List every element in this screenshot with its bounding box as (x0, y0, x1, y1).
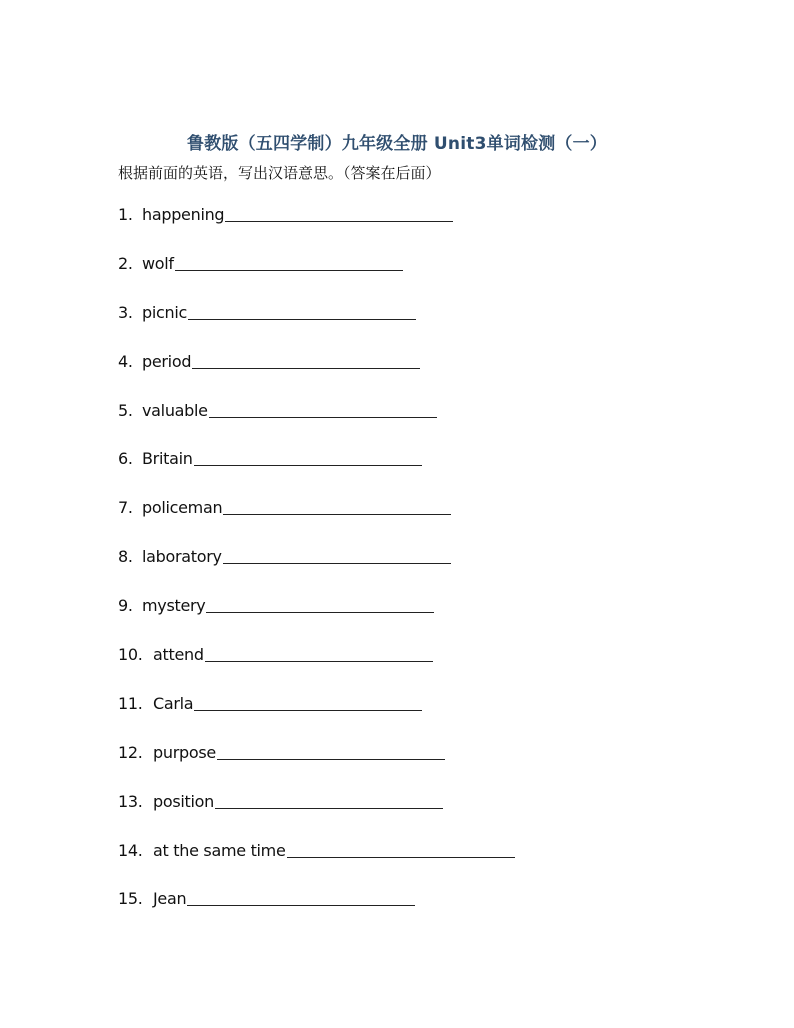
item-number: 13. (118, 791, 143, 811)
item-number: 2. (118, 253, 133, 273)
answer-blank[interactable] (205, 660, 433, 662)
list-item (118, 645, 515, 694)
item-word: position (153, 791, 214, 811)
list-item (118, 792, 515, 841)
list-item (118, 352, 515, 401)
list-item (118, 694, 515, 743)
answer-blank[interactable] (192, 367, 420, 369)
item-number: 3. (118, 302, 133, 322)
answer-blank[interactable] (223, 513, 451, 515)
item-word: valuable (142, 400, 208, 420)
list-item (118, 498, 515, 547)
vocabulary-list (118, 205, 515, 938)
list-item (118, 303, 515, 352)
item-number: 10. (118, 645, 143, 665)
item-word: Carla (153, 693, 194, 713)
answer-blank[interactable] (223, 562, 451, 564)
item-number: 6. (118, 449, 133, 469)
answer-blank[interactable] (225, 220, 453, 222)
answer-blank[interactable] (188, 318, 416, 320)
answer-blank[interactable] (175, 269, 403, 271)
item-number: 1. (118, 205, 133, 224)
answer-blank[interactable] (217, 758, 445, 760)
item-word: happening (142, 205, 225, 224)
item-word: policeman (142, 498, 223, 518)
item-number: 7. (118, 498, 133, 518)
answer-blank[interactable] (187, 904, 415, 906)
list-item (118, 254, 515, 303)
list-item (118, 547, 515, 596)
list-item (118, 205, 515, 254)
list-item (118, 743, 515, 792)
page-title: 鲁教版（五四学制）九年级全册 Unit3单词检测（一） (186, 134, 607, 154)
item-word: picnic (142, 302, 187, 322)
answer-blank[interactable] (194, 709, 422, 711)
answer-blank[interactable] (206, 611, 434, 613)
item-number: 4. (118, 351, 133, 371)
item-number: 8. (118, 547, 133, 567)
item-number: 12. (118, 742, 143, 762)
list-item (118, 596, 515, 645)
item-word: mystery (142, 596, 206, 616)
item-number: 5. (118, 400, 133, 420)
list-item (118, 449, 515, 498)
item-word: Jean (153, 889, 187, 909)
instruction-text: 根据前面的英语，写出汉语意思。（答案在后面） (118, 164, 441, 182)
item-word: laboratory (142, 547, 222, 567)
list-item (118, 841, 515, 890)
item-number: 11. (118, 693, 143, 713)
answer-blank[interactable] (215, 807, 443, 809)
item-word: at the same time (153, 840, 286, 860)
item-number: 9. (118, 596, 133, 616)
item-word: wolf (142, 253, 174, 273)
answer-blank[interactable] (209, 416, 437, 418)
item-number: 14. (118, 840, 143, 860)
list-item (118, 889, 515, 938)
list-item (118, 401, 515, 450)
item-word: period (142, 351, 192, 371)
item-word: Britain (142, 449, 193, 469)
answer-blank[interactable] (194, 464, 422, 466)
item-word: attend (153, 645, 204, 665)
answer-blank[interactable] (287, 856, 515, 858)
item-number: 15. (118, 889, 143, 909)
item-word: purpose (153, 742, 216, 762)
